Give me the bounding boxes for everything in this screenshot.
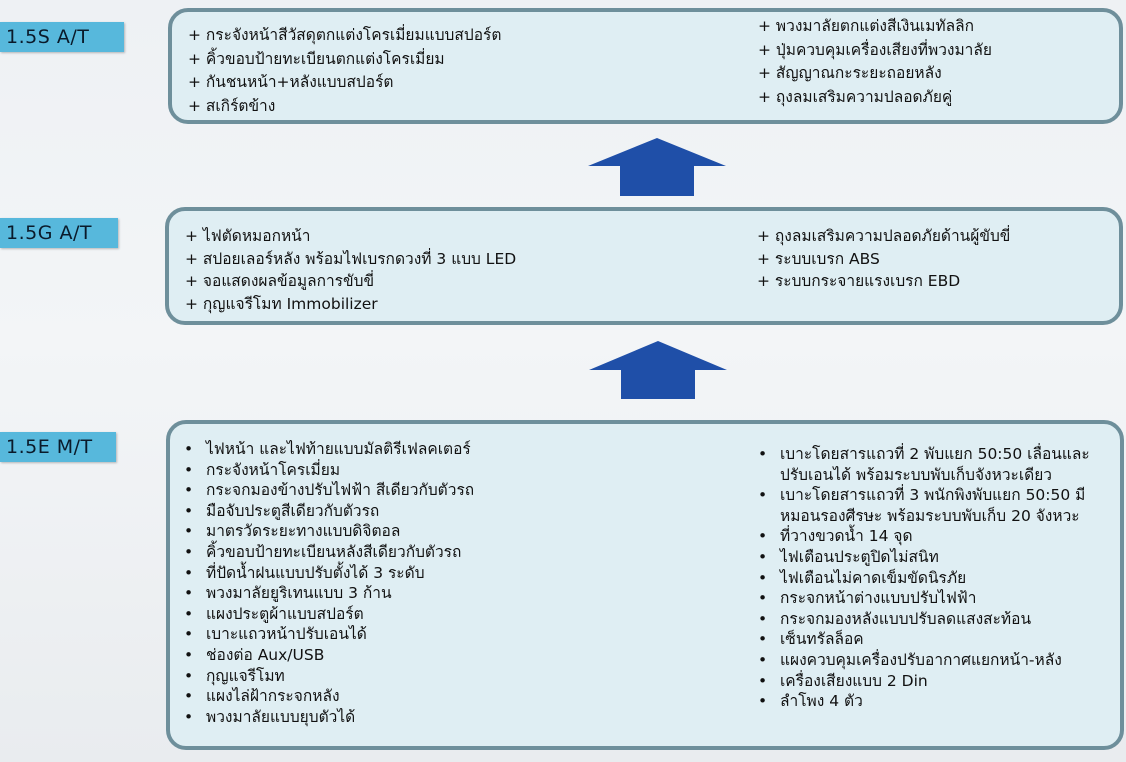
list-item: • เบาะโดยสารแถวที่ 2 พับแยก 50:50 เลื่อนและ [750, 444, 1090, 465]
feature-box-1-5g [165, 207, 1123, 325]
list-item: ปรับเอนได้ พร้อมระบบพับเก็บจังหวะเดียว [780, 465, 1053, 484]
list-item: • พวงมาลัยยูริเทนแบบ 3 ก้าน [176, 583, 474, 604]
feature-list-1-5e-right [750, 444, 1090, 712]
list-item: + คิ้วขอบป้ายทะเบียนตกแต่งโครเมี่ยม [188, 48, 501, 72]
list-item: + ปุ่มควบคุมเครื่องเสียงที่พวงมาลัย [758, 39, 992, 63]
list-item: + กระจังหน้าสีวัสดุตกแต่งโครเมี่ยมแบบสปอร์ต [188, 24, 501, 48]
list-item: • กระจังหน้าโครเมี่ยม [176, 460, 474, 481]
list-item: • กระจกหน้าต่างแบบปรับไฟฟ้า [750, 588, 1090, 609]
feature-list-1-5s-left [188, 24, 501, 118]
list-item: หมอนรองศีรษะ พร้อมระบบพับเก็บ 20 จังหวะ [780, 506, 1080, 525]
list-item: • ลำโพง 4 ตัว [750, 691, 1090, 712]
list-item: • แผงไล่ฝ้ากระจกหลัง [176, 686, 474, 707]
list-item: + กุญแจรีโมท Immobilizer [185, 293, 516, 316]
list-item: • คิ้วขอบป้ายทะเบียนหลังสีเดียวกับตัวรถ [176, 542, 474, 563]
list-item: + กันชนหน้า+หลังแบบสปอร์ต [188, 71, 501, 95]
list-item: • ไฟเตือนประตูปิดไม่สนิท [750, 547, 1090, 568]
list-item: • เบาะแถวหน้าปรับเอนได้ [176, 624, 474, 645]
list-item: • ไฟเตือนไม่คาดเข็มขัดนิรภัย [750, 568, 1090, 589]
list-item: + ถุงลมเสริมความปลอดภัยด้านผู้ขับขี่ [757, 225, 1010, 248]
tier-label-1-5e: 1.5E M/T [0, 432, 116, 462]
list-item: • แผงประตูผ้าแบบสปอร์ต [176, 604, 474, 625]
list-item: + ถุงลมเสริมความปลอดภัยคู่ [758, 86, 992, 110]
list-item: + พวงมาลัยตกแต่งสีเงินเมทัลลิก [758, 15, 992, 39]
list-item: + ระบบเบรก ABS [757, 248, 1010, 271]
list-item: • เครื่องเสียงแบบ 2 Din [750, 671, 1090, 692]
list-item: • ไฟหน้า และไฟท้ายแบบมัลติรีเฟลคเตอร์ [176, 439, 474, 460]
list-item: • ที่วางขวดน้ำ 14 จุด [750, 526, 1090, 547]
list-item: • เบาะโดยสารแถวที่ 3 พนักพิงพับแยก 50:50 มี [750, 485, 1090, 506]
list-item: • กุญแจรีโมท [176, 666, 474, 687]
feature-list-1-5e-left [176, 439, 474, 727]
feature-box-1-5e [166, 420, 1124, 750]
tier-label-1-5s: 1.5S A/T [0, 22, 124, 52]
list-item: • เซ็นทรัลล็อค [750, 629, 1090, 650]
list-item: + ระบบกระจายแรงเบรก EBD [757, 270, 1010, 293]
feature-list-1-5g-left [185, 225, 516, 315]
list-item: • มือจับประตูสีเดียวกับตัวรถ [176, 501, 474, 522]
list-item: + สปอยเลอร์หลัง พร้อมไฟเบรกดวงที่ 3 แบบ LED [185, 248, 516, 271]
tier-label-1-5g: 1.5G A/T [0, 218, 118, 248]
up-arrow-icon [587, 339, 729, 401]
list-item: + จอแสดงผลข้อมูลการขับขี่ [185, 270, 516, 293]
list-item: • มาตรวัดระยะทางแบบดิจิตอล [176, 521, 474, 542]
list-item: + สัญญาณกะระยะถอยหลัง [758, 62, 992, 86]
feature-list-1-5s-right [758, 15, 992, 109]
list-item: • ที่ปัดน้ำฝนแบบปรับตั้งได้ 3 ระดับ [176, 563, 474, 584]
list-item: • กระจกมองหลังแบบปรับลดแสงสะท้อน [750, 609, 1090, 630]
list-item: • แผงควบคุมเครื่องปรับอากาศแยกหน้า-หลัง [750, 650, 1090, 671]
feature-list-1-5g-right [757, 225, 1010, 293]
list-item: • ช่องต่อ Aux/USB [176, 645, 474, 666]
feature-box-1-5s [168, 8, 1123, 124]
list-item: • พวงมาลัยแบบยุบตัวได้ [176, 707, 474, 728]
list-item: + ไฟตัดหมอกหน้า [185, 225, 516, 248]
list-item: • กระจกมองข้างปรับไฟฟ้า สีเดียวกับตัวรถ [176, 480, 474, 501]
list-item: + สเกิร์ตข้าง [188, 95, 501, 119]
up-arrow-icon [586, 136, 728, 198]
